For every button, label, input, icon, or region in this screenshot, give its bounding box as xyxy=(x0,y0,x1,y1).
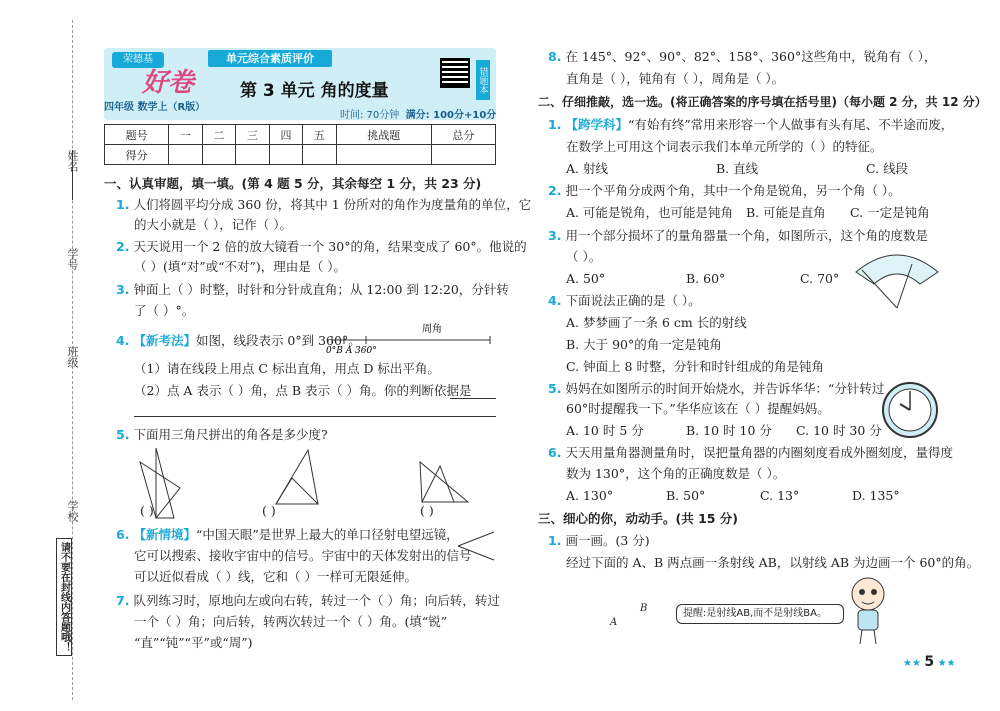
score-table xyxy=(104,124,496,165)
point-a[interactable]: A xyxy=(610,617,618,628)
choice-6-option-a[interactable]: A. 130° xyxy=(566,488,614,503)
question-8: 8. 在 145°、92°、90°、82°、158°、360°这些角中，锐角有（ ）， xyxy=(548,49,937,64)
binding-margin xyxy=(0,0,92,711)
score-table-row xyxy=(105,145,496,165)
drawing-question-1-cont: 经过下面的 A、B 两点画一条射线 AB，以射线 AB 为边画一个 60°的角。 xyxy=(566,555,980,570)
choice-6-option-c[interactable]: C. 13° xyxy=(760,488,800,503)
choice-6-option-b[interactable]: B. 50° xyxy=(666,488,706,503)
question-7: 7. 队列练习时，原地向左或向右转，转过一个（ ）角；向后转，转过 xyxy=(116,593,500,608)
axis-bottom-label: 0°B A 360° xyxy=(326,346,377,354)
choice-5-option-c[interactable]: C. 10 时 30 分 xyxy=(796,423,882,438)
choice-2: 2. 把一个平角分成两个角，其中一个角是锐角，另一个角（ ）。 xyxy=(548,183,901,198)
seal-notice: 请不要在封线内答题哦！ xyxy=(56,538,72,656)
choice-1-cont: 在数学上可用这个词表示我们本单元所学的（ ）的特征。 xyxy=(566,139,883,154)
answer-line[interactable] xyxy=(134,416,496,417)
choice-4-option-c[interactable]: C. 钟面上 8 时整，分针和时针组成的角是钝角 xyxy=(566,359,824,374)
choice-5-cont: 60°时提醒我一下。”华华应该在（ ）提醒妈妈。 xyxy=(566,401,830,416)
cartoon-mascot-icon xyxy=(846,574,892,646)
mistake-book-tag[interactable]: 错题本 xyxy=(476,60,490,100)
question-6-cont: 它可以搜索、接收宇宙中的信号。宇宙中的天体发射出的信号 xyxy=(134,548,472,563)
score-cell[interactable] xyxy=(236,145,270,165)
page-title: 第 3 单元 角的度量 xyxy=(240,81,389,101)
score-cell[interactable] xyxy=(269,145,303,165)
broken-protractor-figure xyxy=(852,244,942,312)
question-3-cont: 了（ ）°。 xyxy=(134,303,195,318)
answer-line[interactable] xyxy=(450,398,496,399)
question-3: 3. 钟面上（ ）时整，时针和分针成直角；从 12:00 到 12:20，分针转 xyxy=(116,282,509,297)
question-1: 1. 人们将圆平均分成 360 份，将其中 1 份所对的角作为度量角的单位，它 xyxy=(116,197,532,212)
table-cell: 一 xyxy=(169,125,203,145)
triangle-ruler-figures xyxy=(130,444,490,522)
choice-4-option-b[interactable]: B. 大于 90°的角一定是钝角 xyxy=(566,337,722,352)
score-table-header xyxy=(105,125,496,145)
question-4-part-1: （1）请在线段上用点 C 标出直角，用点 D 标出平角。 xyxy=(134,361,440,376)
table-cell: 二 xyxy=(202,125,236,145)
brand-logo: 好卷 xyxy=(142,68,195,98)
choice-6-option-d[interactable]: D. 135° xyxy=(852,488,900,503)
question-6: 6. 【新情境】“中国天眼”是世界上最大的单口径射电望远镜， xyxy=(116,527,459,542)
section-2-heading: 二、仔细推敲，选一选。(将正确答案的序号填在括号里)（每小题 2 分，共 12 分） xyxy=(538,95,987,109)
choice-3: 3. 用一个部分损坏了的量角器量一个角，如图所示，这个角的度数是 xyxy=(548,228,928,243)
drawing-question-1: 1. 画一画。(3 分) xyxy=(548,533,650,548)
question-1-cont: 的大小就是（ ），记作（ ）。 xyxy=(134,217,292,232)
name-label: 姓名 xyxy=(66,150,79,172)
school-label: 学校 xyxy=(66,500,79,522)
grade-label: 四年级 数学上（R版） xyxy=(104,102,206,113)
question-6-cont2: 可以近似看成（ ）线，它和（ ）一样可无限延伸。 xyxy=(134,569,417,584)
choice-5: 5. 妈妈在如图所示的时间开始烧水，并告诉华华：“分针转过 xyxy=(548,381,885,396)
exam-time: 时间: 70分钟 满分: 100分+10分 xyxy=(340,110,497,121)
choice-2-option-a[interactable]: A. 可能是锐角，也可能是钝角 xyxy=(566,205,733,220)
score-cell[interactable] xyxy=(431,145,495,165)
choice-4: 4. 下面说法正确的是（ ）。 xyxy=(548,293,701,308)
choice-1: 1. 【跨学科】“有始有终”常用来形容一个人做事有头有尾、不半途而废， xyxy=(548,117,954,132)
choice-2-option-c[interactable]: C. 一定是钝角 xyxy=(850,205,930,220)
choice-3-option-a[interactable]: A. 50° xyxy=(566,271,606,286)
qr-code-icon[interactable] xyxy=(440,58,470,88)
choice-3-cont: （ ）。 xyxy=(566,249,602,264)
choice-5-option-a[interactable]: A. 10 时 5 分 xyxy=(566,423,644,438)
choice-1-option-b[interactable]: B. 直线 xyxy=(716,161,759,176)
class-label: 班级 xyxy=(66,346,79,368)
q5-blank-3[interactable]: ( ) xyxy=(420,503,434,518)
q5-blank-2[interactable]: ( ) xyxy=(262,503,276,518)
score-cell[interactable] xyxy=(336,145,431,165)
question-4: 4. 【新考法】如图，线段表示 0°到 360°。 xyxy=(116,333,361,348)
name-line xyxy=(72,150,73,200)
page-number: ★★ 5 ★★ xyxy=(903,654,956,670)
point-b[interactable]: B xyxy=(640,603,648,614)
reminder-bubble: 提醒:是射线AB,而不是射线BA。 xyxy=(676,604,844,624)
choice-6-cont: 数为 130°，这个角的正确度数是（ ）。 xyxy=(566,466,786,481)
question-7-cont2: “直”“钝”“平”或“周”) xyxy=(134,635,253,650)
section-3-heading: 三、细心的你，动动手。(共 15 分) xyxy=(538,511,739,526)
question-4-part-2: （2）点 A 表示（ ）角，点 B 表示（ ）角。你的判断依据是 xyxy=(134,383,472,398)
publisher-tag: 荣德基 xyxy=(112,52,164,68)
q5-blank-1[interactable]: ( ) xyxy=(140,503,154,518)
score-cell[interactable] xyxy=(202,145,236,165)
question-2: 2. 天天说用一个 2 倍的放大镜看一个 30°的角，结果变成了 60°。他说的 xyxy=(116,239,527,254)
choice-5-option-b[interactable]: B. 10 时 10 分 xyxy=(686,423,772,438)
evaluation-banner: 单元综合素质评价 xyxy=(208,50,332,67)
table-cell: 挑战题 xyxy=(336,125,431,145)
choice-3-option-b[interactable]: B. 60° xyxy=(686,271,726,286)
choice-6: 6. 天天用量角器测量角时，误把量角器的内圈刻度看成外圈刻度，量得度 xyxy=(548,445,953,460)
table-cell: 得分 xyxy=(105,145,169,165)
question-2-cont: （ ）(填“对”或“不对”)，理由是（ ）。 xyxy=(134,259,347,274)
table-cell: 三 xyxy=(236,125,270,145)
section-1-heading: 一、认真审题，填一填。(第 4 题 5 分，其余每空 1 分，共 23 分) xyxy=(104,176,482,191)
question-8-cont: 直角是（ ），钝角有（ ），周角是（ ）。 xyxy=(566,71,785,86)
table-cell: 五 xyxy=(303,125,337,145)
table-cell: 总分 xyxy=(431,125,495,145)
score-cell[interactable] xyxy=(169,145,203,165)
choice-3-option-c[interactable]: C. 70° xyxy=(800,271,840,286)
choice-4-option-a[interactable]: A. 梦梦画了一条 6 cm 长的射线 xyxy=(566,315,747,330)
table-cell: 四 xyxy=(269,125,303,145)
question-5: 5. 下面用三角尺拼出的角各是多少度? xyxy=(116,427,328,442)
choice-1-option-a[interactable]: A. 射线 xyxy=(566,161,608,176)
table-cell: 题号 xyxy=(105,125,169,145)
student-id-label: 学号 xyxy=(66,248,79,270)
angle-number-line xyxy=(326,322,496,354)
rays-figure xyxy=(456,528,496,564)
axis-top-label: 周角 xyxy=(422,324,442,335)
question-7-cont: 一个（ ）角；向后转，转两次转过一个（ ）角。(填“锐” xyxy=(134,614,448,629)
score-cell[interactable] xyxy=(303,145,337,165)
clock-icon xyxy=(880,380,940,440)
choice-2-option-b[interactable]: B. 可能是直角 xyxy=(746,205,826,220)
choice-1-option-c[interactable]: C. 线段 xyxy=(866,161,909,176)
